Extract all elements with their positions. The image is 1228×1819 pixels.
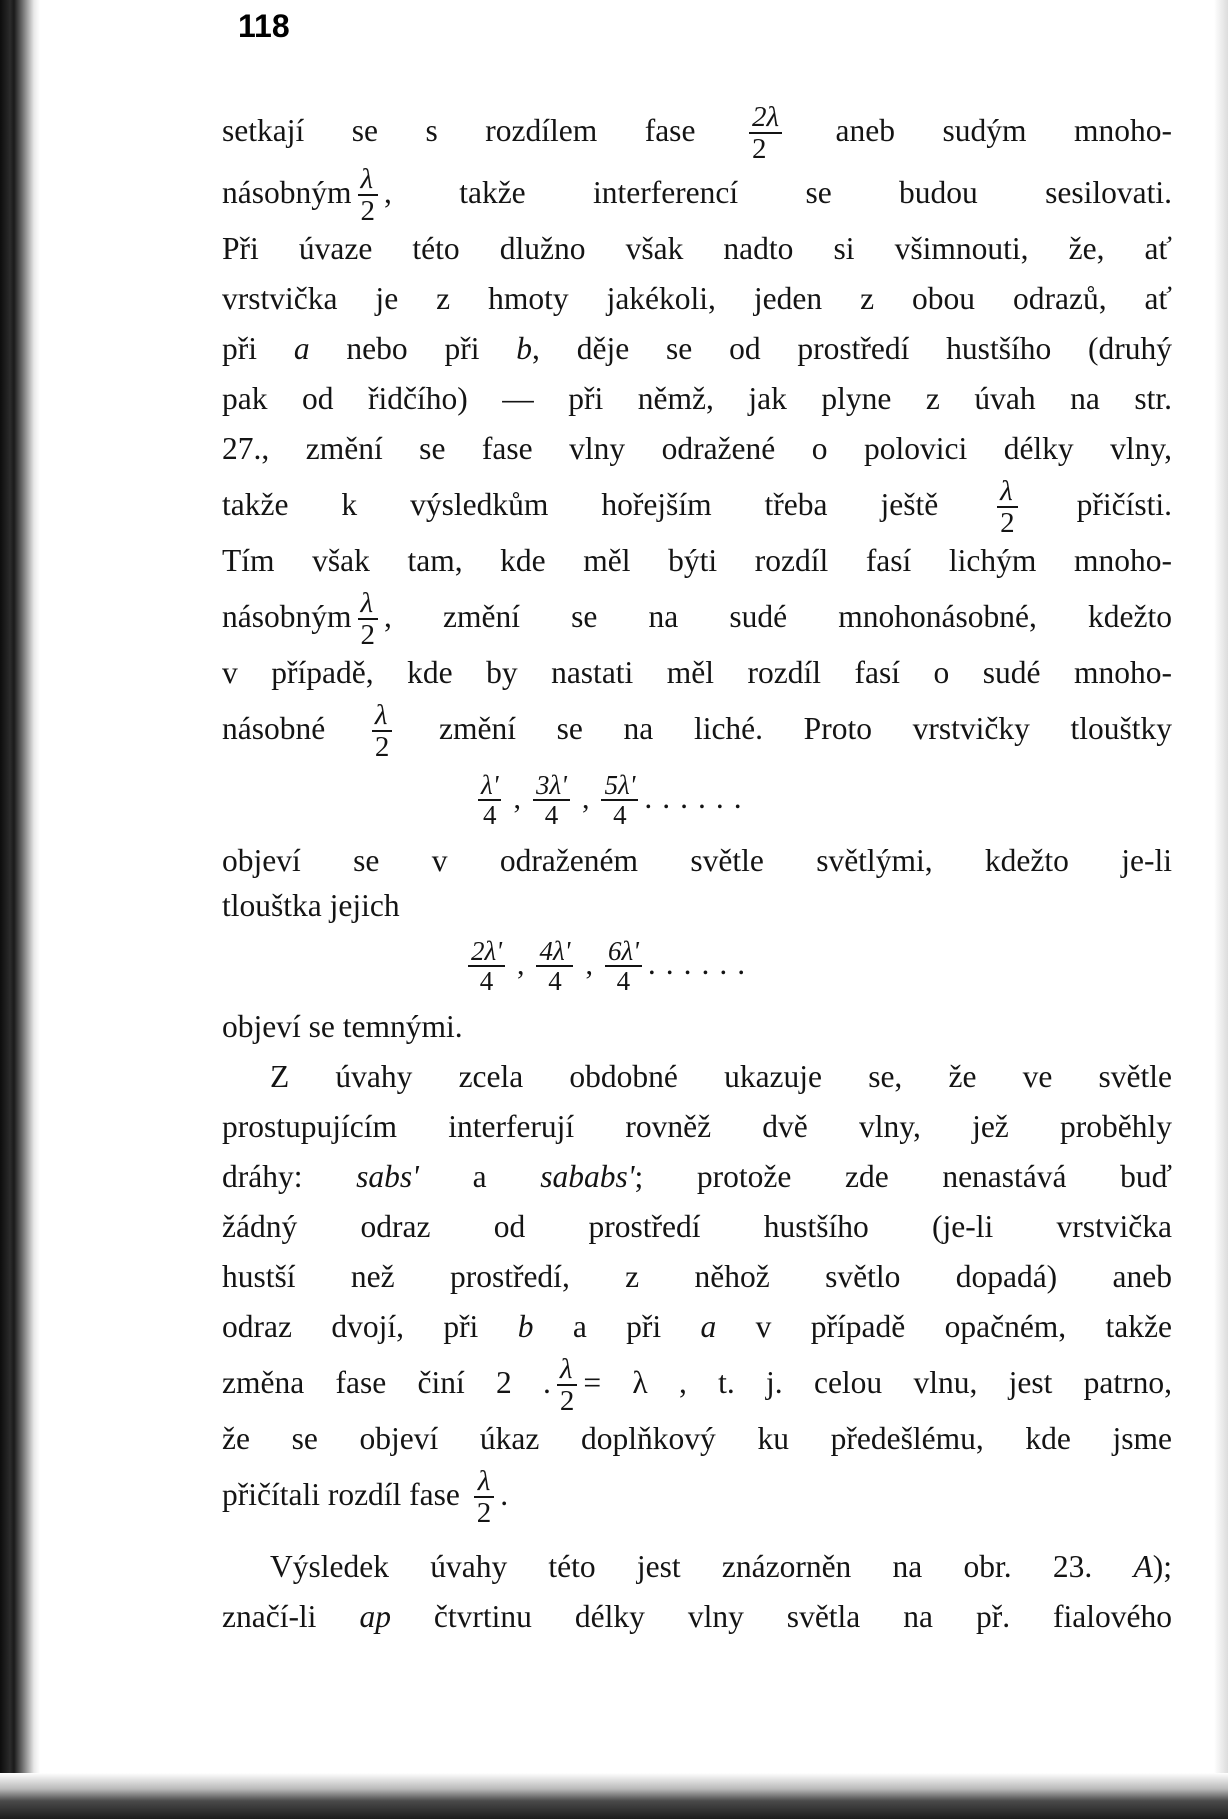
odd-thickness-series: $\frac{\lambda'}{4}$ , $\frac{3\lambda'}{4}$ , $\frac{5\lambda'}{4}$ ...... (222, 760, 1172, 836)
text-line-6: pak od řidčího) — při němž, jak plyne z úvah na str. (222, 381, 1172, 416)
fraction-lambda-over-2: $\frac{\lambda}{2}$ (997, 477, 1018, 538)
fraction-lambda-over-2: $\frac{\lambda}{2}$ (372, 701, 393, 762)
text-line-3: Při úvaze této dlužno však nadto si všimnouti, že, ať (222, 231, 1172, 266)
fraction-odd-3: $\frac{5\lambda'}{4}$ (601, 772, 638, 829)
page-number: 118 (238, 8, 290, 44)
fraction-lambda-over-2: $\frac{\lambda}{2}$ (557, 1355, 578, 1416)
text-line-17: prostupujícím interferují rovněž dvě vlny, jež proběhly (222, 1109, 1172, 1144)
fraction-odd-2: $\frac{3\lambda'}{4}$ (533, 772, 570, 829)
text-line-25: Výsledek úvahy této jest znázorněn na obr. 23. A); (270, 1549, 1173, 1584)
text-line-7: 27., změní se fase vlny odražené o polovici délky vlny, (222, 431, 1172, 466)
fraction-even-2: $\frac{4\lambda'}{4}$ (536, 938, 573, 995)
text-line-11: v případě, kde by nastati měl rozdíl fasí o sudé mnoho- (222, 655, 1172, 690)
even-thickness-series: $\frac{2\lambda'}{4}$ , $\frac{4\lambda'}{4}$ , $\frac{6\lambda'}{4}$ ...... (222, 926, 1172, 1002)
fraction-lambda-over-2: $\frac{\lambda}{2}$ (358, 589, 379, 650)
text-line-5: při a nebo při b, děje se od prostředí hustšího (druhý (222, 331, 1173, 366)
text-line-16: Z úvahy zcela obdobné ukazuje se, že ve světle (270, 1059, 1172, 1094)
text-line-13: objeví se v odraženém světle světlými, kdežto je-li (222, 843, 1172, 878)
page-bottom-shadow (0, 1773, 1228, 1819)
text-line-23: že se objeví úkaz doplňkový ku předešlému, kde jsme (222, 1421, 1172, 1456)
text-line-18: dráhy: sabs' a sababs'; protože zde nenastává buď (222, 1159, 1173, 1194)
page-body (222, 100, 1172, 1642)
text-line-12: násobné $\frac{\lambda}{2}$ změní se na liché. Proto vrstvičky tlouštky (222, 699, 1172, 764)
text-line-10: násobným $\frac{\lambda}{2}$ , změní se na sudé mnohonásobné, kdežto (222, 587, 1172, 652)
text-line-4: vrstvička je z hmoty jakékoli, jeden z obou odrazů, ať (222, 281, 1172, 316)
fraction-even-1: $\frac{2\lambda'}{4}$ (468, 938, 505, 995)
book-spine-shadow (0, 0, 40, 1819)
text-line-19: žádný odraz od prostředí hustšího (je-li vrstvička (222, 1209, 1172, 1244)
text-line-1: setkají se s rozdílem fase $\frac{2\lambda}{2}$ aneb sudým mnoho- (222, 101, 1173, 166)
text-line-24: přičítali rozdíl fase $\frac{\lambda}{2}$ . (222, 1465, 509, 1530)
fraction-even-3: $\frac{6\lambda'}{4}$ (605, 938, 642, 995)
text-line-8: takže k výsledkům hořejším třeba ještě $\frac{\lambda}{2}$ přičísti. (222, 475, 1172, 540)
fraction-lambda-over-2: $\frac{\lambda}{2}$ (358, 165, 379, 226)
fraction-odd-1: $\frac{\lambda'}{4}$ (478, 772, 501, 829)
text-line-14: tlouštka jejich (222, 888, 400, 923)
text-line-22: změna fase činí 2 . $\frac{\lambda}{2}$ = λ , t. j. celou vlnu, jest patrno, (222, 1353, 1172, 1418)
text-line-2: násobným $\frac{\lambda}{2}$ , takže interferencí se budou sesilovati. (222, 163, 1172, 228)
fraction-2lambda-over-2: $\frac{2\lambda}{2}$ (749, 103, 782, 164)
text-line-15: objeví se temnými. (222, 1009, 463, 1044)
page-edge (1214, 0, 1228, 1819)
text-line-21: odraz dvojí, při b a při a v případě opačném, takže (222, 1309, 1173, 1344)
fraction-lambda-over-2: $\frac{\lambda}{2}$ (474, 1467, 495, 1528)
text-line-20: hustší než prostředí, z něhož světlo dopadá) aneb (222, 1259, 1172, 1294)
text-line-9: Tím však tam, kde měl býti rozdíl fasí lichým mnoho- (222, 543, 1172, 578)
text-line-26: značí-li ap čtvrtinu délky vlny světla na př. fialového (222, 1599, 1173, 1634)
